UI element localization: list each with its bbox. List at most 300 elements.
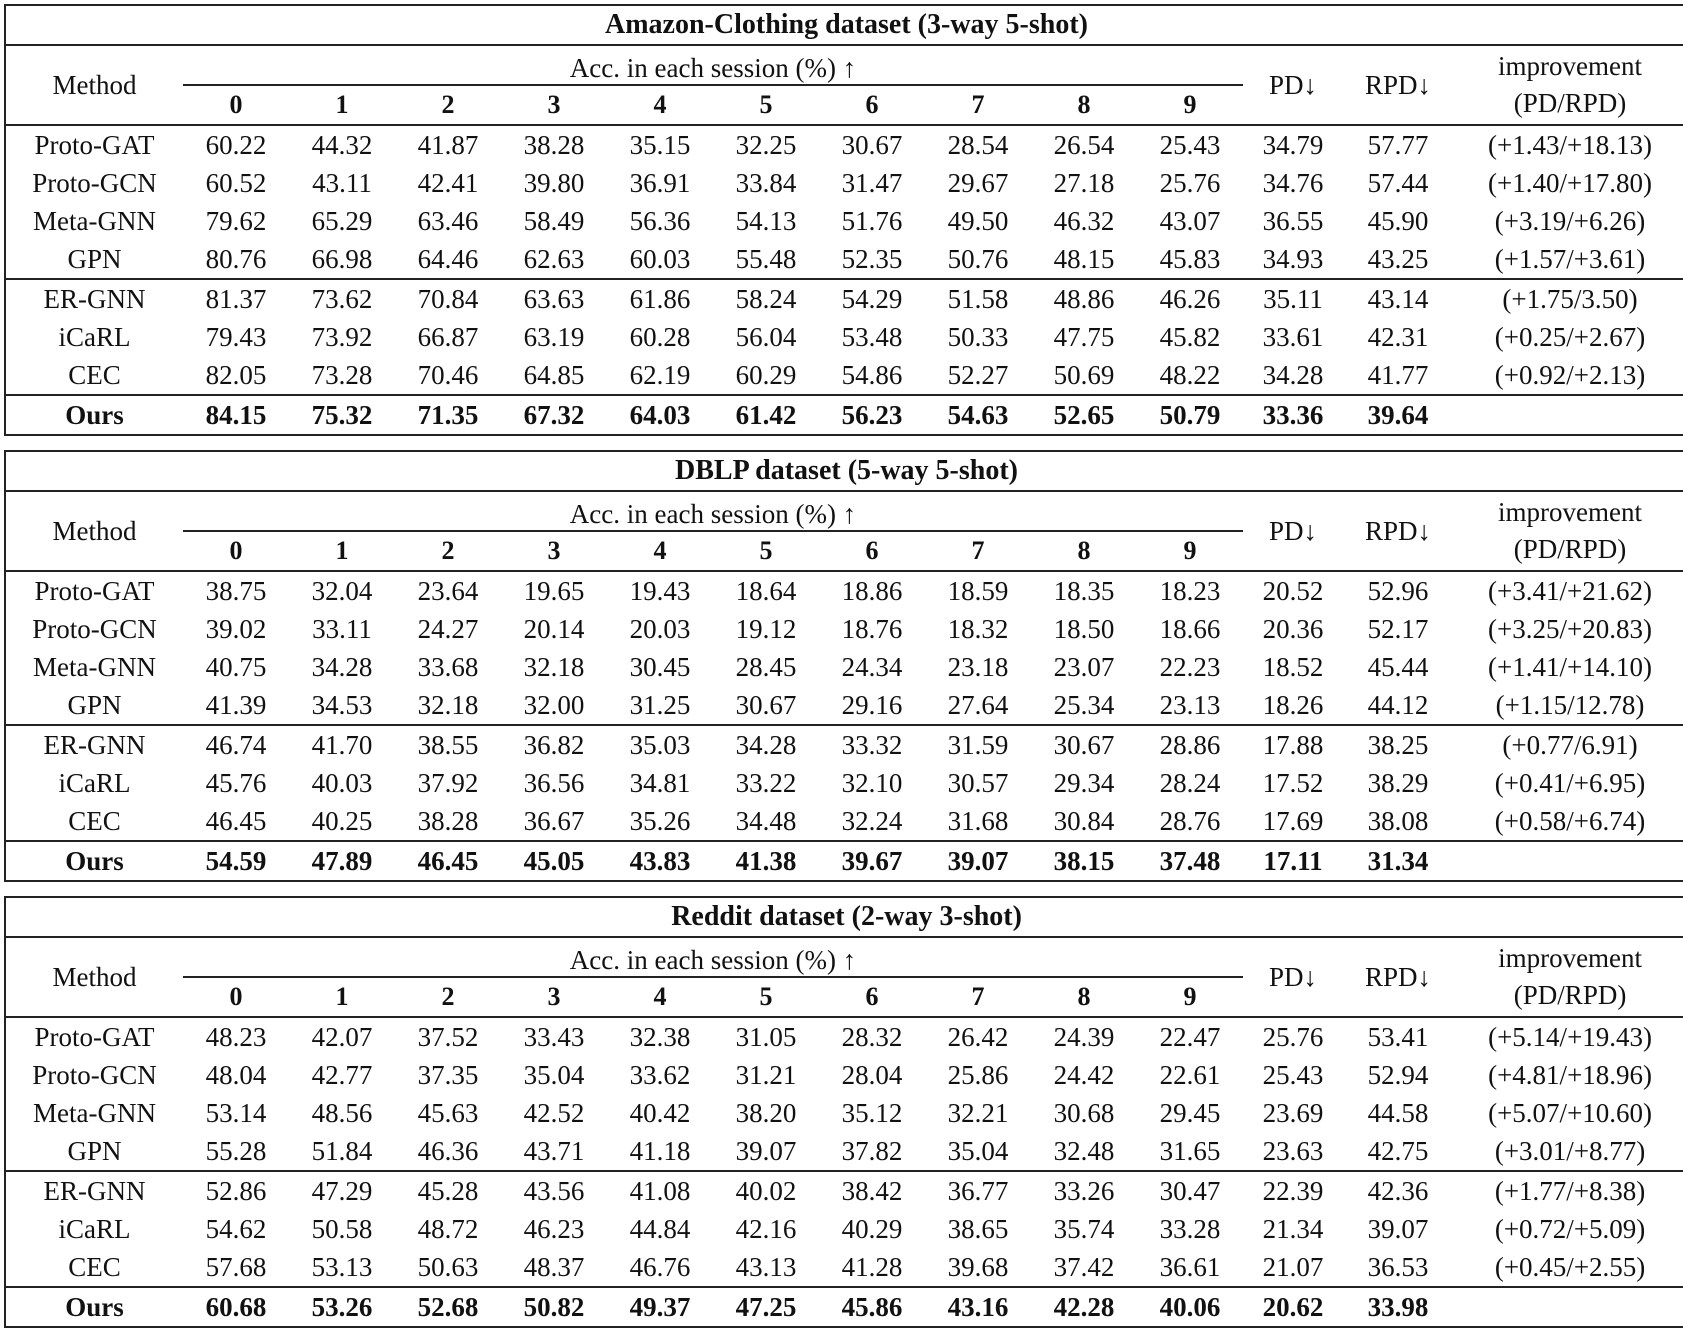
acc-cell: 84.15 <box>183 395 289 435</box>
method-cell: iCaRL <box>58 767 131 798</box>
session-header: 3 <box>501 977 607 1017</box>
acc-cell: 41.18 <box>629 1135 691 1166</box>
acc-cell: 55.48 <box>735 243 797 274</box>
acc-cell: 25.34 <box>1053 689 1115 720</box>
rpd-cell: 42.31 <box>1367 321 1429 352</box>
acc-cell: 31.05 <box>713 1017 819 1056</box>
acc-cell: 32.38 <box>607 1017 713 1056</box>
acc-cell: 30.84 <box>1053 805 1115 836</box>
acc-cell: 33.68 <box>417 651 479 682</box>
rpd-cell: 38.29 <box>1367 767 1429 798</box>
acc-cell: 33.84 <box>735 167 797 198</box>
pd-cell: 33.61 <box>1262 321 1324 352</box>
acc-cell: 33.22 <box>735 767 797 798</box>
acc-cell: 33.43 <box>501 1017 607 1056</box>
rpd-cell: 57.44 <box>1367 167 1429 198</box>
acc-cell: 46.76 <box>629 1251 691 1282</box>
acc-cell: 54.13 <box>735 205 797 236</box>
acc-cell: 24.27 <box>417 613 479 644</box>
method-cell: CEC <box>68 359 121 390</box>
pd-cell: 34.93 <box>1262 243 1324 274</box>
acc-cell: 33.11 <box>312 613 372 644</box>
session-header: 0 <box>183 531 289 571</box>
acc-cell: 50.82 <box>501 1287 607 1327</box>
acc-cell: 34.48 <box>735 805 797 836</box>
acc-cell: 23.07 <box>1053 651 1115 682</box>
acc-cell: 41.28 <box>841 1251 903 1282</box>
acc-cell: 35.04 <box>523 1059 585 1090</box>
method-cell: Proto-GCN <box>32 613 157 644</box>
pd-cell: 20.36 <box>1262 613 1324 644</box>
rpd-cell: 42.75 <box>1367 1135 1429 1166</box>
acc-cell: 32.18 <box>523 651 585 682</box>
acc-cell: 46.23 <box>523 1213 585 1244</box>
acc-cell: 47.25 <box>713 1287 819 1327</box>
session-header: 2 <box>395 977 501 1017</box>
acc-cell: 45.28 <box>395 1171 501 1210</box>
acc-cell: 40.42 <box>629 1097 691 1128</box>
pd-cell: 18.26 <box>1262 689 1324 720</box>
table-row <box>5 1171 1683 1210</box>
acc-cell: 45.63 <box>417 1097 479 1128</box>
acc-cell: 54.59 <box>183 841 289 881</box>
acc-cell: 50.63 <box>417 1251 479 1282</box>
acc-cell: 27.64 <box>947 689 1009 720</box>
session-header: 9 <box>1137 977 1243 1017</box>
acc-cell: 19.65 <box>501 571 607 610</box>
acc-cell: 79.43 <box>205 321 267 352</box>
table-row <box>5 1094 1683 1132</box>
acc-cell: 66.87 <box>417 321 479 352</box>
improvement-header-line2: (PD/RPD) <box>1513 534 1627 564</box>
rpd-cell: 45.90 <box>1367 205 1429 236</box>
acc-cell: 61.86 <box>607 279 713 318</box>
acc-cell: 75.32 <box>289 395 395 435</box>
session-header: 4 <box>607 531 713 571</box>
acc-cell: 51.58 <box>925 279 1031 318</box>
acc-cell: 48.86 <box>1031 279 1137 318</box>
acc-cell: 39.68 <box>947 1251 1009 1282</box>
acc-cell: 56.36 <box>629 205 691 236</box>
acc-cell: 36.91 <box>629 167 691 198</box>
acc-cell: 48.15 <box>1053 243 1115 274</box>
improvement-header <box>1453 45 1683 125</box>
acc-cell: 51.84 <box>311 1135 373 1166</box>
acc-cell: 35.26 <box>629 805 691 836</box>
acc-cell: 41.87 <box>395 125 501 164</box>
acc-cell: 35.03 <box>607 725 713 764</box>
acc-cell: 24.39 <box>1031 1017 1137 1056</box>
acc-cell: 48.23 <box>183 1017 289 1056</box>
acc-cell: 33.28 <box>1159 1213 1221 1244</box>
pd-cell: 21.07 <box>1262 1251 1324 1282</box>
method-cell: Ours <box>5 1287 183 1327</box>
acc-cell: 22.47 <box>1137 1017 1243 1056</box>
improvement-cell: (+5.07/+10.60) <box>1488 1097 1653 1128</box>
method-cell: Meta-GNN <box>33 651 156 682</box>
results-table <box>4 450 1683 882</box>
acc-cell: 30.45 <box>629 651 691 682</box>
improvement-cell: (+1.40/+17.80) <box>1488 167 1652 198</box>
acc-cell: 41.38 <box>713 841 819 881</box>
acc-cell: 25.76 <box>1159 167 1221 198</box>
acc-cell: 18.59 <box>925 571 1031 610</box>
acc-cell: 61.42 <box>713 395 819 435</box>
acc-cell: 50.76 <box>947 243 1009 274</box>
acc-cell: 45.05 <box>501 841 607 881</box>
improvement-header <box>1453 937 1683 1017</box>
acc-cell: 31.25 <box>629 689 691 720</box>
acc-header: Acc. in each session (%) ↑ <box>183 491 1243 531</box>
session-header: 5 <box>713 531 819 571</box>
method-cell: GPN <box>67 1135 122 1166</box>
improvement-cell: (+1.41/+14.10) <box>1488 651 1652 682</box>
acc-cell: 31.68 <box>947 805 1009 836</box>
table-row <box>5 725 1683 764</box>
acc-cell: 73.28 <box>311 359 373 390</box>
acc-cell: 46.32 <box>1053 205 1115 236</box>
acc-cell: 60.52 <box>205 167 267 198</box>
improvement-cell: (+0.92/+2.13) <box>1494 359 1646 390</box>
acc-cell: 23.18 <box>947 651 1009 682</box>
pd-cell: 25.43 <box>1262 1059 1324 1090</box>
acc-cell: 37.48 <box>1137 841 1243 881</box>
table-row <box>5 1248 1683 1287</box>
acc-cell: 56.04 <box>735 321 797 352</box>
acc-cell: 43.07 <box>1159 205 1221 236</box>
acc-cell: 54.86 <box>841 359 903 390</box>
acc-cell: 18.50 <box>1053 613 1115 644</box>
improvement-header-line1: improvement <box>1498 51 1642 81</box>
pd-cell: 18.52 <box>1262 651 1324 682</box>
improvement-header-line1: improvement <box>1498 497 1642 527</box>
acc-cell: 22.61 <box>1159 1059 1221 1090</box>
acc-cell: 29.45 <box>1159 1097 1221 1128</box>
acc-cell: 33.32 <box>819 725 925 764</box>
acc-cell: 46.45 <box>205 805 267 836</box>
table-row <box>5 610 1683 648</box>
table-row <box>5 318 1683 356</box>
acc-cell: 79.62 <box>205 205 267 236</box>
acc-cell: 28.76 <box>1159 805 1221 836</box>
rpd-cell: 31.34 <box>1343 841 1453 881</box>
table-row-ours <box>5 1287 1683 1327</box>
acc-cell: 19.43 <box>607 571 713 610</box>
acc-cell: 45.76 <box>205 767 267 798</box>
acc-cell: 37.35 <box>417 1059 479 1090</box>
acc-cell: 62.63 <box>523 243 585 274</box>
table-row <box>5 571 1683 610</box>
table-title: Reddit dataset (2-way 3-shot) <box>5 897 1683 937</box>
acc-cell: 23.64 <box>395 571 501 610</box>
acc-cell: 42.28 <box>1031 1287 1137 1327</box>
acc-cell: 39.80 <box>523 167 585 198</box>
acc-cell: 48.72 <box>417 1213 479 1244</box>
rpd-cell: 39.07 <box>1367 1213 1429 1244</box>
acc-cell: 64.46 <box>417 243 479 274</box>
acc-cell: 40.25 <box>311 805 373 836</box>
rpd-cell: 39.64 <box>1343 395 1453 435</box>
improvement-cell: (+5.14/+19.43) <box>1453 1017 1683 1056</box>
session-header: 3 <box>501 85 607 125</box>
acc-cell: 23.13 <box>1159 689 1221 720</box>
session-header: 1 <box>289 85 395 125</box>
acc-cell: 52.68 <box>395 1287 501 1327</box>
method-cell: Proto-GAT <box>5 1017 183 1056</box>
method-cell: Ours <box>5 395 183 435</box>
rpd-cell: 42.36 <box>1343 1171 1453 1210</box>
acc-cell: 32.24 <box>841 805 903 836</box>
acc-cell: 41.08 <box>607 1171 713 1210</box>
acc-cell: 24.34 <box>841 651 903 682</box>
acc-cell: 25.43 <box>1137 125 1243 164</box>
acc-cell: 22.23 <box>1159 651 1221 682</box>
improvement-cell: (+3.01/+8.77) <box>1494 1135 1646 1166</box>
table-row <box>5 164 1683 202</box>
table-row <box>5 1132 1683 1171</box>
rpd-cell: 38.25 <box>1343 725 1453 764</box>
table-row <box>5 1210 1683 1248</box>
acc-cell: 50.58 <box>311 1213 373 1244</box>
acc-cell: 28.86 <box>1137 725 1243 764</box>
acc-cell: 49.50 <box>947 205 1009 236</box>
acc-cell: 54.29 <box>819 279 925 318</box>
table-row <box>5 356 1683 395</box>
pd-cell: 34.79 <box>1243 125 1343 164</box>
acc-cell: 47.75 <box>1053 321 1115 352</box>
method-cell: ER-GNN <box>5 279 183 318</box>
rpd-cell: 53.41 <box>1343 1017 1453 1056</box>
acc-cell: 48.56 <box>311 1097 373 1128</box>
rpd-cell: 38.08 <box>1367 805 1429 836</box>
acc-cell: 53.26 <box>289 1287 395 1327</box>
pd-cell: 34.76 <box>1262 167 1324 198</box>
acc-cell: 43.13 <box>735 1251 797 1282</box>
session-header: 3 <box>501 531 607 571</box>
acc-cell: 34.81 <box>629 767 691 798</box>
acc-cell: 40.03 <box>311 767 373 798</box>
improvement-cell: (+0.45/+2.55) <box>1494 1251 1646 1282</box>
rpd-cell: 44.12 <box>1367 689 1429 720</box>
session-header: 9 <box>1137 531 1243 571</box>
acc-cell: 44.32 <box>289 125 395 164</box>
acc-header: Acc. in each session (%) ↑ <box>183 45 1243 85</box>
improvement-cell: (+1.57/+3.61) <box>1494 243 1646 274</box>
acc-cell: 50.79 <box>1137 395 1243 435</box>
improvement-cell: (+3.25/+20.83) <box>1488 613 1652 644</box>
acc-cell: 31.65 <box>1159 1135 1221 1166</box>
session-header: 4 <box>607 85 713 125</box>
acc-cell: 30.57 <box>947 767 1009 798</box>
acc-cell: 38.15 <box>1031 841 1137 881</box>
table-row <box>5 802 1683 841</box>
improvement-cell: (+4.81/+18.96) <box>1488 1059 1653 1090</box>
results-table <box>4 4 1683 436</box>
rpd-cell: 52.94 <box>1367 1059 1429 1090</box>
acc-cell: 80.76 <box>205 243 267 274</box>
acc-cell: 30.67 <box>819 125 925 164</box>
method-header: Method <box>5 45 183 125</box>
acc-cell: 65.29 <box>311 205 373 236</box>
pd-cell: 22.39 <box>1243 1171 1343 1210</box>
acc-cell: 54.63 <box>925 395 1031 435</box>
acc-cell: 32.21 <box>947 1097 1009 1128</box>
acc-cell: 30.67 <box>735 689 797 720</box>
pd-cell: 20.52 <box>1243 571 1343 610</box>
acc-cell: 46.74 <box>183 725 289 764</box>
table-row-ours <box>5 395 1683 435</box>
acc-cell: 31.21 <box>735 1059 797 1090</box>
acc-cell: 71.35 <box>395 395 501 435</box>
acc-cell: 45.82 <box>1159 321 1221 352</box>
acc-cell: 34.28 <box>713 725 819 764</box>
session-header: 2 <box>395 85 501 125</box>
acc-cell: 27.18 <box>1053 167 1115 198</box>
method-cell: ER-GNN <box>5 1171 183 1210</box>
session-header: 5 <box>713 977 819 1017</box>
acc-cell: 81.37 <box>183 279 289 318</box>
acc-cell: 60.22 <box>183 125 289 164</box>
acc-cell: 43.56 <box>501 1171 607 1210</box>
table-row <box>5 240 1683 279</box>
acc-cell: 66.98 <box>311 243 373 274</box>
table-row <box>5 279 1683 318</box>
table-row <box>5 764 1683 802</box>
pd-cell: 23.69 <box>1262 1097 1324 1128</box>
method-cell: Proto-GCN <box>32 1059 157 1090</box>
acc-cell: 30.47 <box>1137 1171 1243 1210</box>
improvement-cell: (+0.72/+5.09) <box>1494 1213 1646 1244</box>
acc-cell: 35.04 <box>947 1135 1009 1166</box>
improvement-header <box>1453 491 1683 571</box>
session-header: 2 <box>395 531 501 571</box>
acc-cell: 70.46 <box>417 359 479 390</box>
session-header: 4 <box>607 977 713 1017</box>
pd-header: PD↓ <box>1243 45 1343 125</box>
acc-cell: 29.67 <box>947 167 1009 198</box>
method-cell: iCaRL <box>58 1213 131 1244</box>
acc-cell: 63.46 <box>417 205 479 236</box>
rpd-cell: 43.25 <box>1367 243 1429 274</box>
acc-cell: 41.39 <box>205 689 267 720</box>
acc-cell: 48.04 <box>205 1059 267 1090</box>
acc-cell: 36.67 <box>523 805 585 836</box>
results-table <box>4 896 1683 1328</box>
acc-cell: 43.83 <box>607 841 713 881</box>
acc-cell: 43.11 <box>312 167 372 198</box>
acc-cell: 39.67 <box>819 841 925 881</box>
acc-cell: 44.84 <box>629 1213 691 1244</box>
session-header: 6 <box>819 85 925 125</box>
acc-cell: 38.42 <box>819 1171 925 1210</box>
acc-cell: 52.35 <box>841 243 903 274</box>
acc-cell: 18.66 <box>1159 613 1221 644</box>
acc-cell: 41.70 <box>289 725 395 764</box>
acc-cell: 29.16 <box>841 689 903 720</box>
acc-cell: 70.84 <box>395 279 501 318</box>
improvement-header-line2: (PD/RPD) <box>1513 88 1627 118</box>
acc-cell: 25.86 <box>947 1059 1009 1090</box>
acc-cell: 53.13 <box>311 1251 373 1282</box>
acc-cell: 60.68 <box>183 1287 289 1327</box>
acc-cell: 37.52 <box>395 1017 501 1056</box>
table-row <box>5 1056 1683 1094</box>
acc-cell: 32.48 <box>1053 1135 1115 1166</box>
improvement-cell: (+0.25/+2.67) <box>1494 321 1646 352</box>
session-header: 0 <box>183 977 289 1017</box>
method-cell: Ours <box>5 841 183 881</box>
acc-cell: 18.32 <box>947 613 1009 644</box>
pd-cell: 34.28 <box>1262 359 1324 390</box>
pd-header: PD↓ <box>1243 491 1343 571</box>
improvement-cell: (+3.19/+6.26) <box>1494 205 1646 236</box>
acc-cell: 42.41 <box>417 167 479 198</box>
acc-cell: 33.62 <box>629 1059 691 1090</box>
session-header: 1 <box>289 977 395 1017</box>
acc-cell: 37.82 <box>841 1135 903 1166</box>
rpd-header: RPD↓ <box>1343 937 1453 1017</box>
session-header: 8 <box>1031 531 1137 571</box>
table-title: Amazon-Clothing dataset (3-way 5-shot) <box>5 5 1683 45</box>
pd-cell: 21.34 <box>1262 1213 1324 1244</box>
acc-cell: 18.76 <box>841 613 903 644</box>
acc-cell: 53.48 <box>841 321 903 352</box>
acc-cell: 57.68 <box>205 1251 267 1282</box>
method-cell: GPN <box>67 243 122 274</box>
acc-cell: 34.53 <box>311 689 373 720</box>
method-cell: Meta-GNN <box>33 205 156 236</box>
improvement-cell: (+0.77/6.91) <box>1453 725 1683 764</box>
acc-cell: 50.69 <box>1053 359 1115 390</box>
acc-cell: 24.42 <box>1053 1059 1115 1090</box>
acc-cell: 36.56 <box>523 767 585 798</box>
table-row <box>5 648 1683 686</box>
rpd-cell: 36.53 <box>1367 1251 1429 1282</box>
acc-cell: 43.16 <box>925 1287 1031 1327</box>
acc-cell: 33.26 <box>1031 1171 1137 1210</box>
acc-cell: 45.86 <box>819 1287 925 1327</box>
session-header: 9 <box>1137 85 1243 125</box>
acc-cell: 58.49 <box>523 205 585 236</box>
acc-cell: 36.77 <box>925 1171 1031 1210</box>
acc-cell: 37.42 <box>1053 1251 1115 1282</box>
acc-cell: 63.19 <box>523 321 585 352</box>
table-row <box>5 1017 1683 1056</box>
acc-cell: 39.07 <box>735 1135 797 1166</box>
acc-cell: 26.42 <box>925 1017 1031 1056</box>
acc-cell: 31.59 <box>925 725 1031 764</box>
pd-cell: 17.88 <box>1243 725 1343 764</box>
acc-cell: 47.89 <box>289 841 395 881</box>
acc-cell: 38.75 <box>183 571 289 610</box>
improvement-cell: (+1.77/+8.38) <box>1453 1171 1683 1210</box>
acc-cell: 35.15 <box>607 125 713 164</box>
acc-cell: 73.92 <box>311 321 373 352</box>
acc-cell: 42.77 <box>311 1059 373 1090</box>
acc-cell: 82.05 <box>205 359 267 390</box>
improvement-cell: (+1.43/+18.13) <box>1453 125 1683 164</box>
acc-cell: 37.92 <box>417 767 479 798</box>
session-header: 8 <box>1031 85 1137 125</box>
improvement-cell: (+0.58/+6.74) <box>1494 805 1646 836</box>
method-cell: GPN <box>67 689 122 720</box>
acc-cell: 36.61 <box>1159 1251 1221 1282</box>
session-header: 7 <box>925 85 1031 125</box>
acc-cell: 35.12 <box>841 1097 903 1128</box>
improvement-cell: (+3.41/+21.62) <box>1453 571 1683 610</box>
table-row <box>5 125 1683 164</box>
acc-cell: 54.62 <box>205 1213 267 1244</box>
